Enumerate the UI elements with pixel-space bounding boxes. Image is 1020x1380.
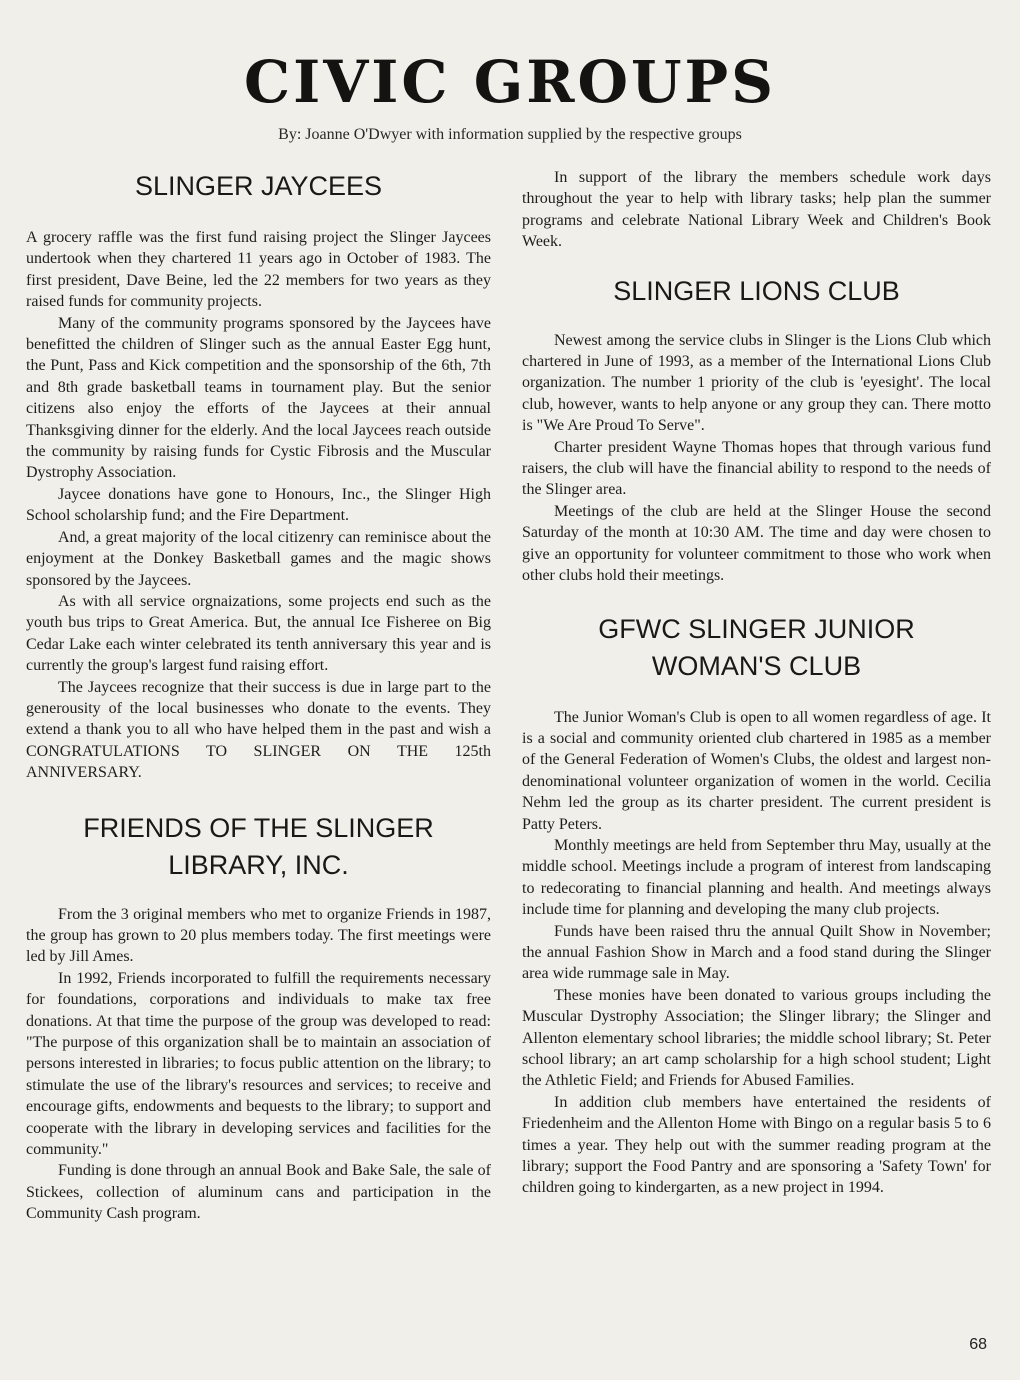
section-slinger-jaycees <box>26 168 491 784</box>
section-gfwc-junior-womans-club <box>522 611 991 1199</box>
section-title-line: LIBRARY, INC. <box>168 849 349 880</box>
gfwc-paragraph: Monthly meetings are held from September thru May, usually at the middle school. Meetings include a program of interest from landscaping to redecorating to financial planning and health. And meetings always include time for planning and developing the many club projects. <box>522 836 991 919</box>
friends-paragraph-continued: In support of the library the members schedule work days throughout the year to help with library tasks; help plan the summer programs and celebrate National Library Week and Children's Book Week. <box>522 169 991 251</box>
byline: By: Joanne O'Dwyer with information supplied by the respective groups <box>278 126 742 143</box>
section-friends-of-library <box>26 810 491 1225</box>
gfwc-paragraph: The Junior Woman's Club is open to all women regardless of age. It is a social and community oriented club chartered in 1985 as a member of the General Federation of Women's Clubs, the oldest and largest non-denominational volunteer organization of women in the world. Cecilia Nehm led the group as its charter president. The current president is Patty Peters. <box>522 708 991 833</box>
section-title-jaycees: SLINGER JAYCEES <box>134 171 383 201</box>
jaycees-paragraph: Many of the community programs sponsored by the Jaycees have benefitted the children of Slinger such as the annual Easter Egg hunt, the Punt, Pass and Kick competition and the sponsorship of the 6th, 7th and 8th grade basketball teams in tournament play. But the senior citizens also enjoy the efforts of the Jaycees at their annual Thanksgiving dinner for the elderly. And the local Jaycees reach outside the community by raising funds for Cystic Fibrosis and the Muscular Dystrophy Association. <box>26 314 491 482</box>
jaycees-paragraph: A grocery raffle was the first fund raising project the Slinger Jaycees undertook when they chartered 11 years ago in October of 1983. The first president, Dave Beine, led the 22 members for two years as they raised funds for community projects. <box>26 229 491 311</box>
page-title: CIVIC GROUPS <box>243 48 777 116</box>
section-title-gfwc <box>522 611 991 685</box>
page-number: 68 <box>969 1336 987 1353</box>
section-title-line: GFWC SLINGER JUNIOR <box>598 613 915 644</box>
right-column <box>522 167 991 1199</box>
left-column <box>26 166 491 1225</box>
lions-paragraph: Charter president Wayne Thomas hopes that through various fund raisers, the club will have the financial ability to respond to the needs of the Slinger area. <box>522 438 991 499</box>
section-title-line: FRIENDS OF THE SLINGER <box>83 812 434 843</box>
friends-paragraph: Funding is done through an annual Book and Bake Sale, the sale of Stickees, collection of aluminum cans and participation in the Community Cash program. <box>26 1162 491 1223</box>
section-slinger-lions-club <box>522 273 991 587</box>
jaycees-paragraph: And, a great majority of the local citizenry can reminisce about the enjoyment at the Donkey Basketball games and the magic shows sponsored by the Jaycees. <box>26 528 491 589</box>
jaycees-paragraph: As with all service orgnaizations, some projects end such as the youth bus trips to Great America. But, the annual Ice Fisheree on Big Cedar Lake each winter celebrated its tenth anniversary this year and is currently the group's largest fund raising effort. <box>26 592 491 675</box>
gfwc-paragraph: These monies have been donated to various groups including the Muscular Dystrophy Association; the Slinger library; the Slinger and Allenton elementary school libraries; the middle school library; St. Peter school library; an art camp scholarship for a high school student; Light the Athletic Field; and Friends for Abused Families. <box>522 986 991 1090</box>
lions-paragraph: Meetings of the club are held at the Slinger House the second Saturday of the month at 10:30 AM. The time and day were chosen to give an opportunity for volunteer commitment to those who work when other clubs hold their meetings. <box>522 502 991 585</box>
section-title-line: WOMAN'S CLUB <box>651 650 862 681</box>
lions-paragraph: Newest among the service clubs in Slinger is the Lions Club which chartered in June of 1993, as a member of the International Lions Club organization. The number 1 priority of the club is 'eyesight'. The local club, however, wants to help anyone or any group they can. There motto is "We Are Proud To Serve". <box>522 331 991 435</box>
jaycees-paragraph: Jaycee donations have gone to Honours, Inc., the Slinger High School scholarship fund; and the Fire Department. <box>26 485 491 525</box>
gfwc-paragraph: In addition club members have entertained the residents of Friedenheim and the Allenton Home with Bingo on a regular basis 5 to 6 times a year. They help out with the summer reading program at the library; support the Food Pantry and are sponsoring a 'Safety Town' for children going to kindergarten, as a new project in 1994. <box>522 1093 991 1197</box>
gfwc-paragraph: Funds have been raised thru the annual Quilt Show in November; the annual Fashion Show in March and a food stand during the Slinger area wide rummage sale in May. <box>522 922 991 983</box>
section-title-friends <box>26 810 491 884</box>
friends-paragraph: From the 3 original members who met to organize Friends in 1987, the group has grown to 20 plus members today. The first meetings were led by Jill Ames. <box>26 905 491 966</box>
jaycees-paragraph: The Jaycees recognize that their success is due in large part to the generousity of the local businesses who donate to the events. They extend a thank you to all who have helped them in the past and wish a CONGRATULATIONS TO SLINGER ON THE 125th ANNIVERSARY. <box>26 678 491 782</box>
friends-paragraph: In 1992, Friends incorporated to fulfill the requirements necessary for foundations, corporations and individuals to make tax free donations. At that time the purpose of the group was developed to read: "The purpose of this organization shall be to maintain an association of persons interested in libraries; to focus public attention on the library; to stimulate the use of the library's resources and services; to receive and encourage gifts, endowments and bequests to the library; to support and cooperate with the library in developing services and facilities for the community." <box>26 969 491 1159</box>
section-title-lions: SLINGER LIONS CLUB <box>613 275 900 306</box>
